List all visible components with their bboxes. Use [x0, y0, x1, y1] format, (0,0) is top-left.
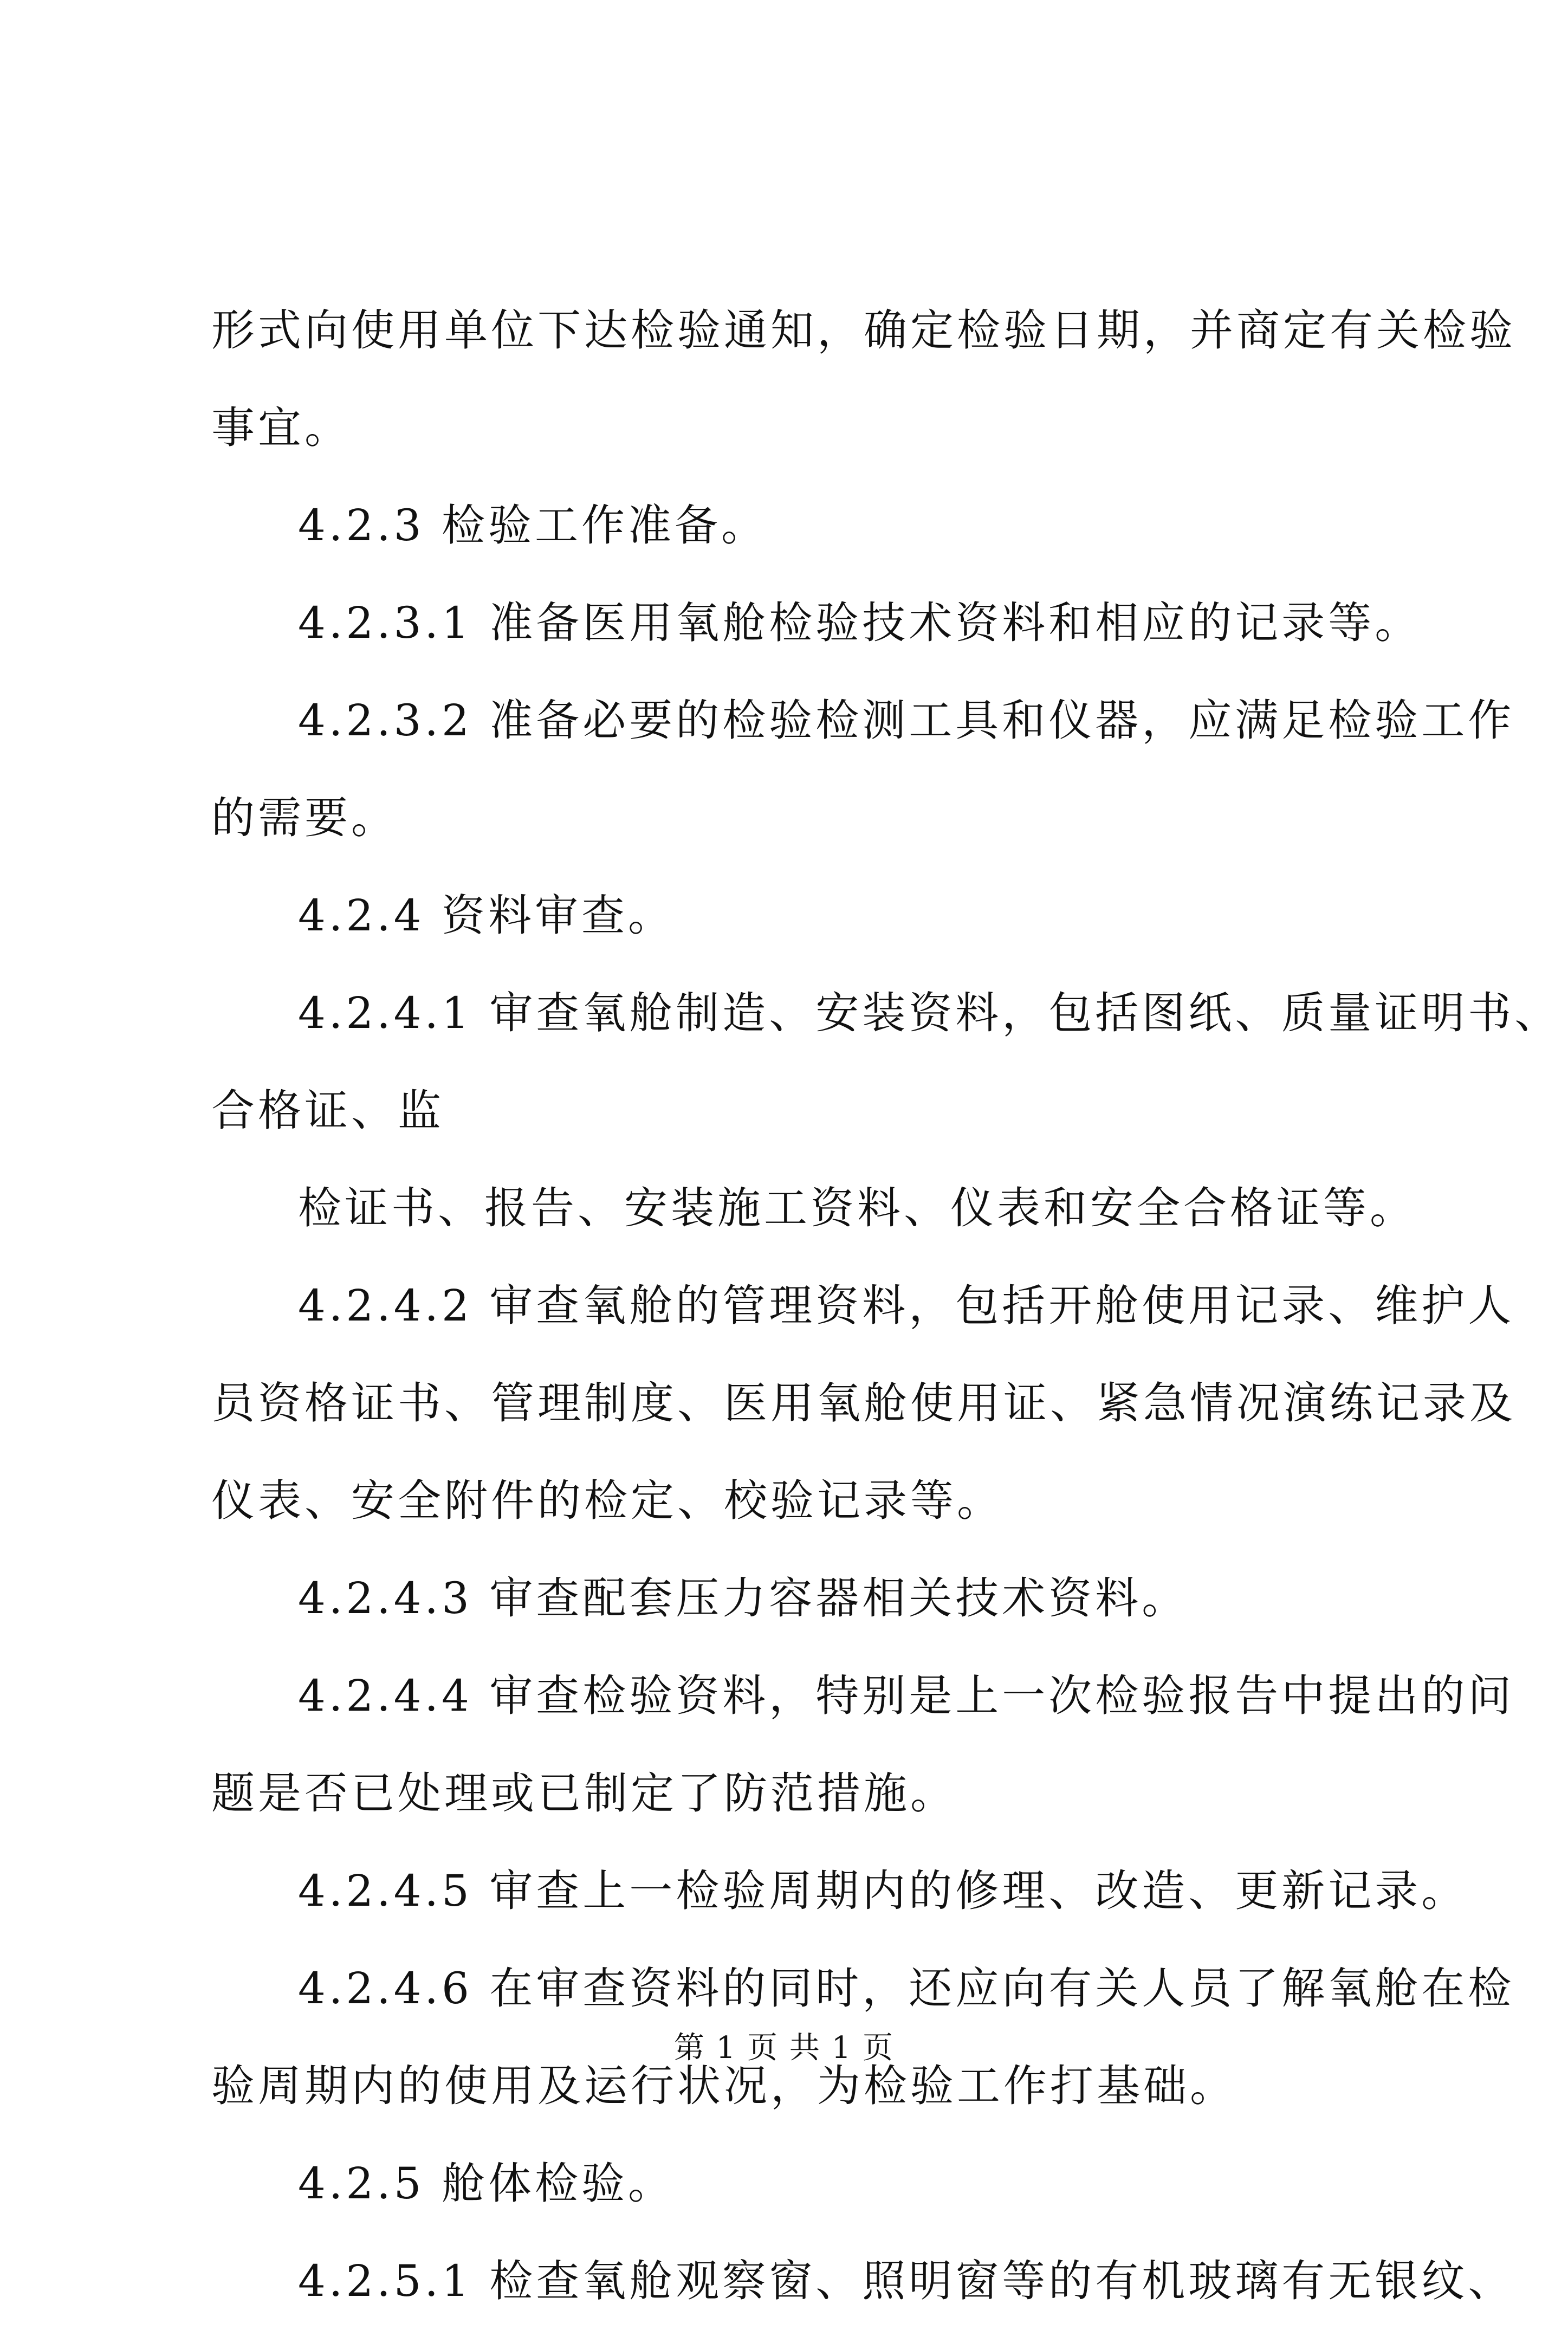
text-line: 验周期内的使用及运行状况，为检验工作打基础。 — [211, 2061, 1236, 2111]
text-line: 4.2.3.1 准备医用氧舱检验技术资料和相应的记录等。 — [298, 598, 1422, 648]
text-line: 仪表、安全附件的检定、校验记录等。 — [211, 1475, 1003, 1526]
text-line: 4.2.4.3 审查配套压力容器相关技术资料。 — [298, 1573, 1189, 1623]
text-line: 题是否已处理或已制定了防范措施。 — [211, 1768, 957, 1818]
section-heading: 4.2.3 检验工作准备。 — [298, 500, 768, 551]
text-line: 事宜。 — [211, 403, 351, 453]
text-line: 4.2.4.4 审查检验资料，特别是上一次检验报告中提出的问 — [298, 1671, 1515, 1721]
text-line: 4.2.4.6 在审查资料的同时，还应向有关人员了解氧舱在检 — [298, 1963, 1515, 2014]
text-line: 4.2.4.5 审查上一检验周期内的修理、改造、更新记录。 — [298, 1866, 1468, 1916]
text-line: 4.2.4.1 审查氧舱制造、安装资料，包括图纸、质量证明书、 — [298, 988, 1561, 1038]
body-text — [211, 282, 1561, 2330]
text-line: 形式向使用单位下达检验通知，确定检验日期，并商定有关检验 — [211, 305, 1516, 355]
page-footer: 第 1 页 共 1 页 — [673, 2030, 895, 2066]
section-heading: 4.2.5 舱体检验。 — [298, 2158, 675, 2209]
text-line: 的需要。 — [211, 793, 398, 843]
text-line: 4.2.4.2 审查氧舱的管理资料，包括开舱使用记录、维护人 — [298, 1280, 1515, 1331]
text-line: 合格证、监 — [211, 1085, 444, 1136]
text-line: 检证书、报告、安装施工资料、仪表和安全合格证等。 — [298, 1183, 1416, 1233]
section-heading: 4.2.4 资料审查。 — [298, 890, 675, 941]
text-line: 4.2.3.2 准备必要的检验检测工具和仪器，应满足检验工作 — [298, 695, 1515, 746]
text-line: 4.2.5.1 检查氧舱观察窗、照明窗等的有机玻璃有无银纹、 — [298, 2256, 1515, 2306]
text-line: 员资格证书、管理制度、医用氧舱使用证、紧急情况演练记录及 — [211, 1378, 1516, 1428]
